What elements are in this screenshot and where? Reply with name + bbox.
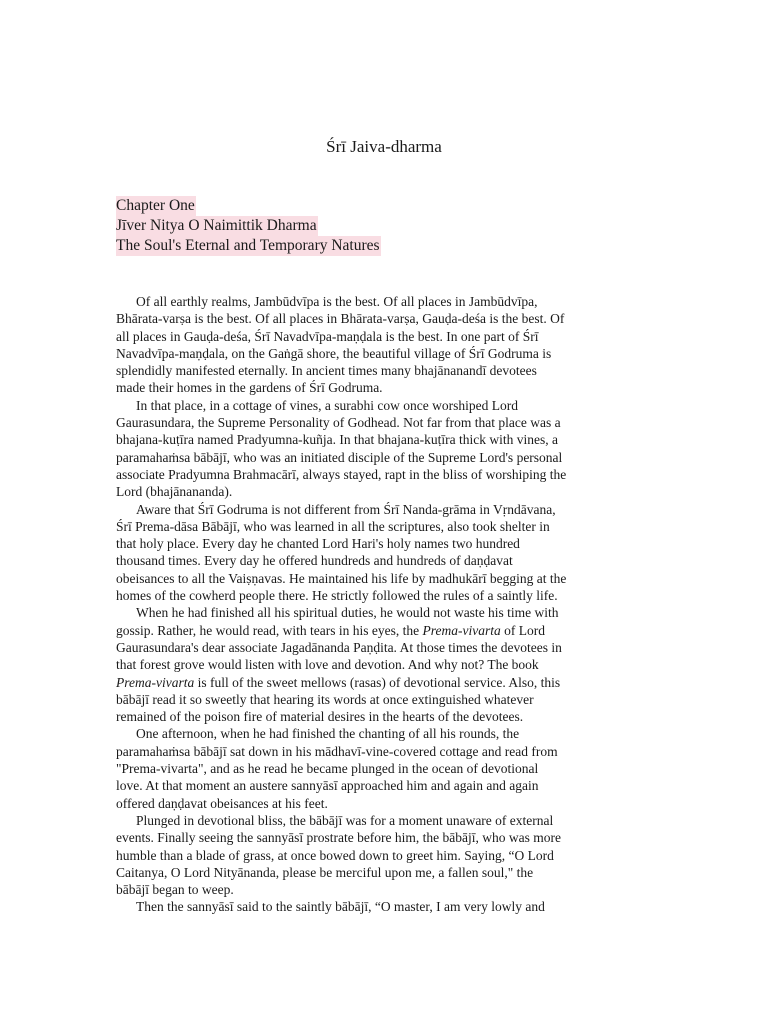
text-line: offered daṇḍavat obeisances at his feet. [116,795,328,811]
text-line: bābājī read it so sweetly that hearing its words at once extinguished whatever [116,691,534,707]
book-title: Prema-vivarta [116,674,195,690]
text-line: splendidly manifested eternally. In ancient times many bhajānanandī devotees [116,363,537,379]
paragraph [116,898,656,915]
text-line: "Prema-vivarta", and as he read he became plunged in the ocean of devotional [116,761,539,777]
text-line: Plunged in devotional bliss, the bābājī was for a moment unaware of external [136,812,554,828]
text-line: Of all earthly realms, Jambūdvīpa is the best. Of all places in Jambūdvīpa, [136,294,538,309]
text-line: Caitanya, O Lord Nityānanda, please be merciful upon me, a fallen soul," the [116,864,534,880]
text-line: gossip. Rather, he would read, with tears in his eyes, the Prema-vivarta of Lord [116,622,546,638]
paragraph [116,501,656,605]
text-line: Prema-vivarta is full of the sweet mellows (rasas) of devotional service. Also, this [116,674,561,690]
text-line: Aware that Śrī Godruma is not different from Śrī Nanda-grāma in Vṛndāvana, [136,501,556,517]
text-line: that forest grove would listen with love and devotion. And why not? The book [116,657,539,673]
text-line: events. Finally seeing the sannyāsī prostrate before him, the bābājī, who was more [116,830,562,846]
text-line: When he had finished all his spiritual duties, he would not waste his time with [136,605,559,621]
text-line: Bhārata-varṣa is the best. Of all places in Bhārata-varṣa, Gauḍa-deśa is the best. Of [116,311,565,327]
text-line: Lord (bhajānananda). [116,484,233,500]
book-title: Prema-vivarta [422,622,501,638]
text-line: love. At that moment an austere sannyāsī approached him and again and again [116,778,539,794]
text-line: Then the sannyāsī said to the saintly bābājī, “O master, I am very lowly and [136,899,545,915]
chapter-heading [116,196,381,256]
chapter-number: Chapter One [116,197,195,214]
paragraph [116,604,656,725]
chapter-english-title: The Soul's Eternal and Temporary Natures [116,237,380,254]
text-line: bābājī began to weep. [116,882,234,898]
text-line: bhajana-kuṭīra named Pradyumna-kuñja. In that bhajana-kuṭīra thick with vines, a [116,432,558,448]
page-title: Śrī Jaiva-dharma [326,137,442,156]
text-line: paramahaṁsa bābājī sat down in his mādhavī-vine-covered cottage and read from [116,743,558,759]
text-line: One afternoon, when he had finished the chanting of all his rounds, the [136,726,520,742]
text-line: humble than a blade of grass, at once bowed down to greet him. Saying, “O Lord [116,847,554,863]
text-line: obeisances to all the Vaiṣṇavas. He maintained his life by madhukārī begging at the [116,570,567,586]
chapter-bengali-title: Jīver Nitya O Naimittik Dharma [116,217,317,234]
text-line: associate Pradyumna Brahmacārī, always stayed, rapt in the bliss of worshiping the [116,466,567,482]
text-line: all places in Gauḍa-deśa, Śrī Navadvīpa-maṇḍala is the best. In one part of Śrī [116,328,539,344]
paragraph [116,293,656,397]
text-line: Gaurasundara's dear associate Jagadānanda Paṇḍita. At those times the devotees in [116,639,562,655]
text-line: remained of the poison fire of material desires in the hearts of the devotees. [116,709,524,725]
body-text [116,293,656,916]
text-line: made their homes in the gardens of Śrī Godruma. [116,380,383,396]
paragraph [116,725,656,811]
text-line: that holy place. Every day he chanted Lord Hari's holy names two hundred [116,536,520,552]
text-line: homes of the cowherd people there. He strictly followed the rules of a saintly life. [116,588,558,604]
text-line: Navadvīpa-maṇḍala, on the Gaṅgā shore, the beautiful village of Śrī Godruma is [116,345,552,361]
paragraph [116,397,656,501]
text-line: In that place, in a cottage of vines, a surabhi cow once worshiped Lord [136,397,518,413]
text-line: Śrī Prema-dāsa Bābājī, who was learned in all the scriptures, also took shelter in [116,518,550,534]
text-line: thousand times. Every day he offered hundreds and hundreds of daṇḍavat [116,553,513,569]
text-line: Gaurasundara, the Supreme Personality of Godhead. Not far from that place was a [116,415,561,431]
paragraph [116,812,656,898]
text-line: paramahaṁsa bābājī, who was an initiated disciple of the Supreme Lord's personal [116,449,563,465]
